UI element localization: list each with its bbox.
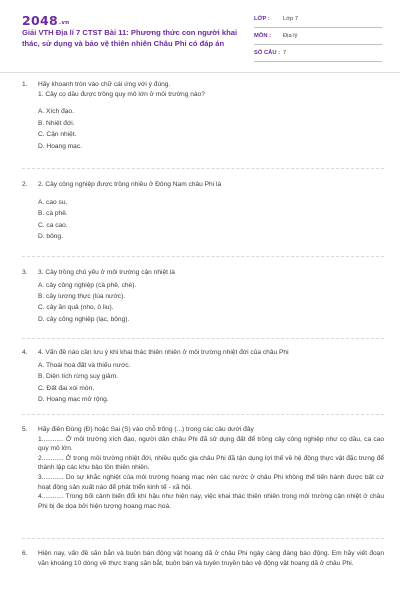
statement-2: 2............ Ở trong môi trường nhiệt đới, nhiều quốc gia châu Phi đã tận dụng lợi thế về hệ động thực vật đặc trưng để thành lập các khu bảo tồn thiên nhiên. <box>38 454 384 472</box>
meta-info <box>254 14 382 65</box>
question-5 <box>22 425 384 511</box>
question-sub: 1. Cây cọ dầu được trồng quy mô lớn ở môi trường nào? <box>38 90 205 98</box>
question-stem: Hãy khoanh tròn vào chữ cái ứng với ý đúng. <box>38 81 171 88</box>
option-a[interactable]: A. cây công nghiệp (cà phê, chè). <box>38 281 137 289</box>
statement-4: 4............ Trong bối cảnh biến đổi khí hậu như hiện nay, việc khai thác thiên nhiên trong môi trường cận nhiệt ở châu Phi bị đe dọa bởi hiện tượng hoang mạc hoá. <box>38 493 384 510</box>
question-separator <box>22 168 384 169</box>
question-2 <box>22 180 384 243</box>
option-b[interactable]: B. cây lương thực (lúa nước). <box>38 293 126 300</box>
question-1 <box>22 80 384 153</box>
document-header <box>0 0 400 68</box>
question-number: 5. <box>22 426 28 433</box>
question-6 <box>22 549 384 568</box>
question-separator <box>22 338 384 339</box>
meta-value: 7 <box>283 50 287 56</box>
option-list <box>38 197 384 243</box>
question-number: 2. <box>22 181 28 188</box>
option-b[interactable]: B. cà phê. <box>38 210 68 218</box>
statement-1: 1............ Ở môi trường xích đạo, người dân châu Phi đã sử dụng đất để trồng cây công nghiệp như cọ dầu, ca cao quy mô lớn. <box>38 435 384 453</box>
question-stem: Hiện nay, vấn đề săn bắn và buôn bán động vật hoang dã ở châu Phi ngày càng đáng báo động. Em hãy viết đoạn văn khoảng 10 dòng về thực trạng săn bắt, buôn bán và tuyên truyền bảo vệ động vật hoang dã ở châu Phi. <box>38 550 384 567</box>
option-c[interactable]: C. ca cao. <box>38 221 68 229</box>
question-number: 1. <box>22 81 28 88</box>
question-number: 4. <box>22 349 28 356</box>
statement-3: 3............ Do sự khắc nghiệt của môi trường hoang mạc nên các nước ở châu Phi không thể tiến hành được bất cứ hoạt động sản xuất nào để phát triển kinh tế - xã hội. <box>38 473 384 491</box>
option-d[interactable]: D. cây công nghiệp (lạc, bông). <box>38 315 130 323</box>
meta-key: MÔN : <box>254 33 272 39</box>
option-d[interactable]: D. bông. <box>38 233 63 241</box>
question-separator <box>22 538 384 539</box>
option-c[interactable]: C. cây ăn quả (nho, ô liu). <box>38 304 114 312</box>
question-stem: 4. Vấn đề nào cần lưu ý khi khai thác thiên nhiên ở môi trường nhiệt đới của châu Phi <box>38 349 289 356</box>
option-c[interactable]: C. Đất đai xói mòn. <box>38 384 95 392</box>
header-divider <box>0 72 400 73</box>
option-list <box>38 360 384 406</box>
question-stem: 2. Cây công nghiệp được trồng nhiều ở Đông Nam châu Phi là <box>38 181 222 188</box>
meta-key: SỐ CÂU : <box>254 50 281 56</box>
meta-row-count <box>254 48 382 62</box>
meta-row-grade <box>254 14 382 28</box>
document-title: Giải VTH Địa lí 7 CTST Bài 11: Phương thức con người khai thác, sử dụng và bảo vệ thiên nhiên Châu Phi có đáp án <box>22 28 238 48</box>
meta-row-subject <box>254 31 382 45</box>
meta-key: LỚP : <box>254 16 270 22</box>
question-number: 3. <box>22 269 28 276</box>
logo-text: 2048 <box>22 13 58 28</box>
option-b[interactable]: B. Nhiệt đới. <box>38 119 75 127</box>
option-list <box>38 280 384 326</box>
option-a[interactable]: A. cao su. <box>38 198 68 206</box>
option-c[interactable]: C. Cận nhiệt. <box>38 131 77 139</box>
question-number: 6. <box>22 550 28 557</box>
option-d[interactable]: D. Hoang mạc. <box>38 142 82 150</box>
option-d[interactable]: D. Hoang mạc mở rộng. <box>38 396 109 404</box>
option-list <box>38 106 384 152</box>
logo-suffix: .vn <box>59 20 70 26</box>
site-logo[interactable] <box>22 13 70 28</box>
question-stem: 3. Cây trồng chủ yếu ở môi trường cận nhiệt là <box>38 269 175 276</box>
option-a[interactable]: A. Thoái hoá đất và thiếu nước. <box>38 361 131 369</box>
question-stem: Hãy điền Đúng (Đ) hoặc Sai (S) vào chỗ trống (...) trong các câu dưới đây <box>38 426 254 433</box>
question-separator <box>22 256 384 257</box>
question-separator <box>22 414 384 415</box>
option-b[interactable]: B. Diện tích rừng suy giảm. <box>38 373 118 381</box>
option-a[interactable]: A. Xích đạo. <box>38 108 74 116</box>
meta-value: Địa lý <box>283 33 298 39</box>
meta-value: Lớp 7 <box>283 16 299 22</box>
question-4 <box>22 348 384 406</box>
question-3 <box>22 268 384 325</box>
